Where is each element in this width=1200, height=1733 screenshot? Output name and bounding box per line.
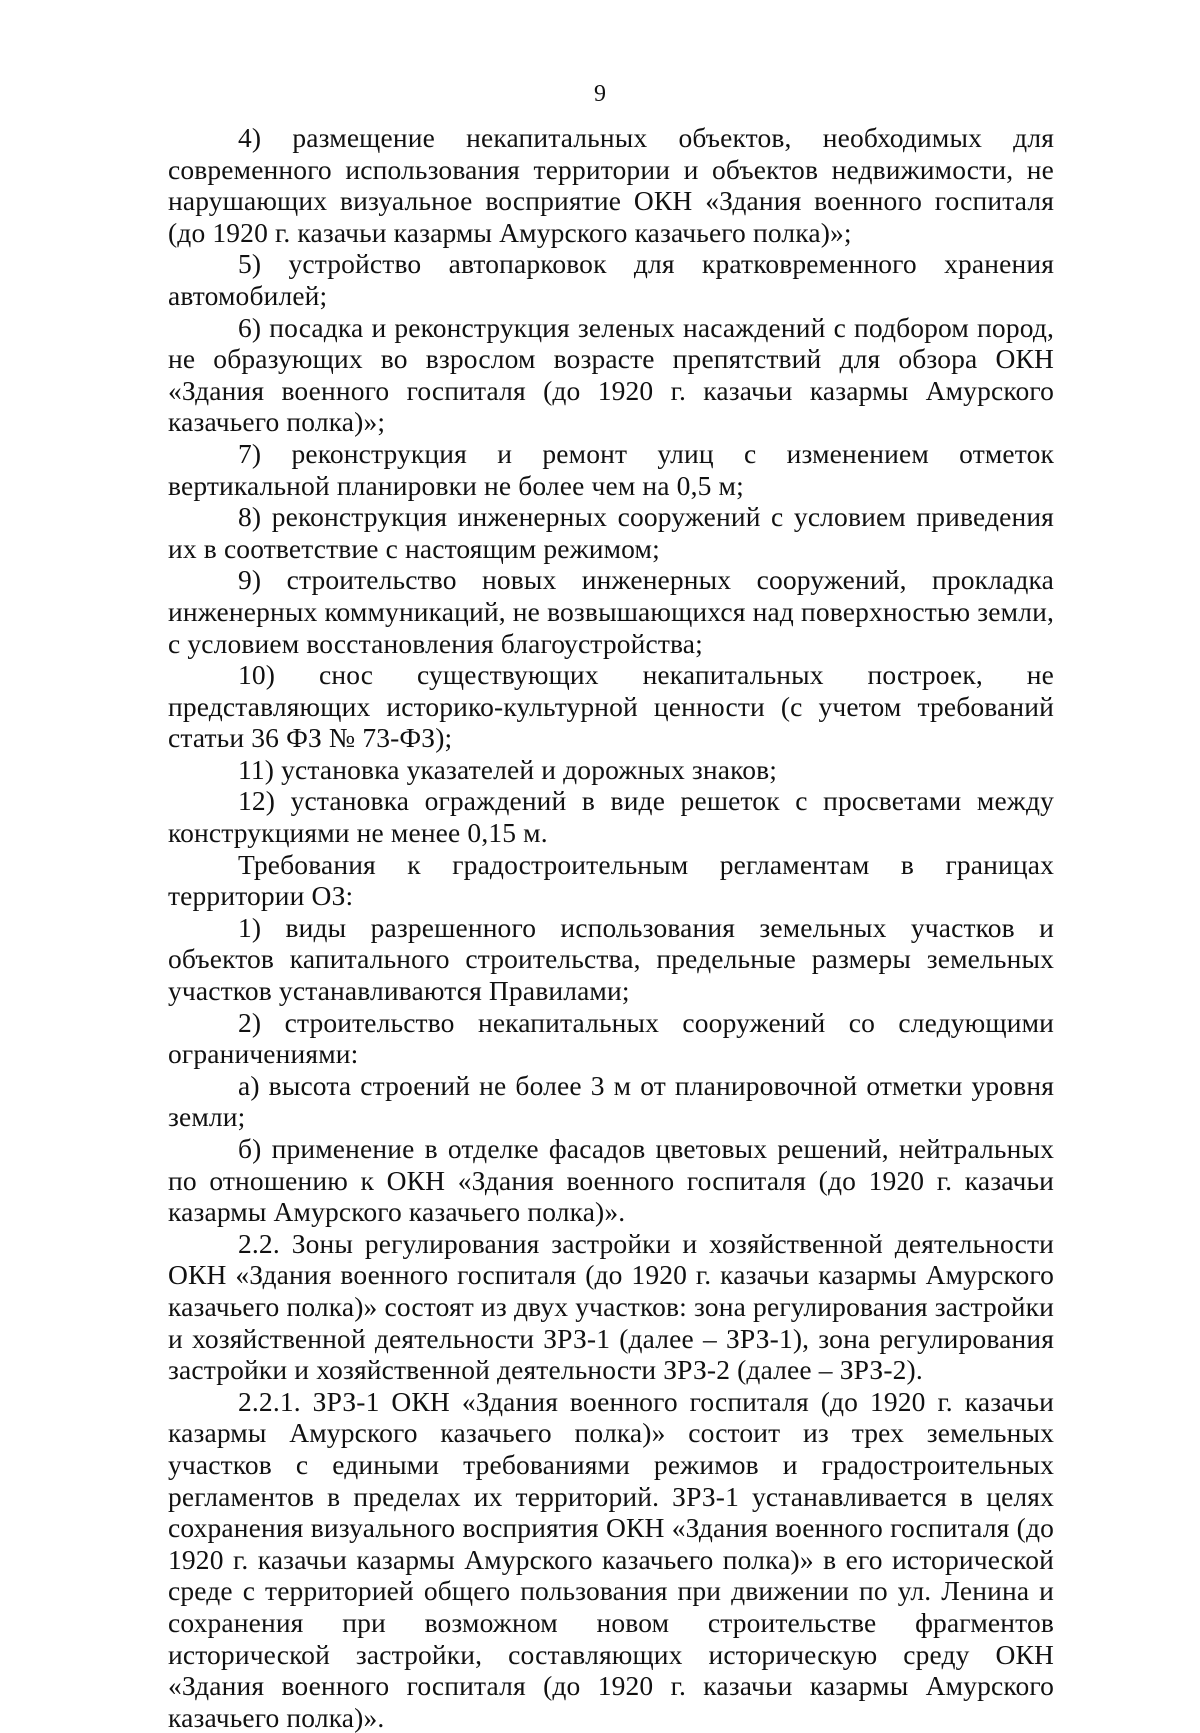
paragraph-requirement-2b: б) применение в отделке фасадов цветовых решений, нейтральных по отношению к ОКН «Здания военного госпиталя (до 1920 г. казачьи казармы Амурского казачьего полка)». xyxy=(168,1133,1054,1228)
paragraph-requirement-2: 2) строительство некапитальных сооружений со следующими ограничениями: xyxy=(168,1006,1054,1070)
paragraph-item-7: 7) реконструкция и ремонт улиц с изменением отметок вертикальной планировки не более чем на 0,5 м; xyxy=(168,437,1054,501)
paragraph-item-5: 5) устройство автопарковок для кратковременного хранения автомобилей; xyxy=(168,248,1054,311)
paragraph-item-4: 4) размещение некапитальных объектов, необходимых для современного использования территории и объектов недвижимости, не нарушающих визуальное восприятие ОКН «Здания военного госпиталя (до 1920 г. казачьи казармы Амурского казачьего полка)»; xyxy=(168,122,1054,248)
section-heading-oz-requirements: Требования к градостроительным регламентам в границах территории ОЗ: xyxy=(168,848,1054,912)
paragraph-item-9: 9) строительство новых инженерных сооружений, прокладка инженерных коммуникаций, не возвышающихся над поверхностью земли, с условием восстановления благоустройства; xyxy=(168,564,1054,659)
paragraph-item-11: 11) установка указателей и дорожных знаков; xyxy=(238,753,778,785)
paragraph-item-8: 8) реконструкция инженерных сооружений с условием приведения их в соответствие с настоящим режимом; xyxy=(168,501,1054,564)
paragraph-requirement-2a: а) высота строений не более 3 м от планировочной отметки уровня земли; xyxy=(168,1069,1054,1133)
paragraph-item-12: 12) установка ограждений в виде решеток с просветами между конструкциями не менее 0,15 м. xyxy=(168,785,1054,849)
paragraph-item-10: 10) снос существующих некапитальных построек, не представляющих историко-культурной ценности (с учетом требований статьи 36 ФЗ № 73-ФЗ); xyxy=(168,659,1054,754)
paragraph-section-2-2-1: 2.2.1. ЗРЗ-1 ОКН «Здания военного госпиталя (до 1920 г. казачьи казармы Амурского казачьего полка)» состоит из трех земельных участков с едиными требованиями режимов и градостроительных регламентов в пределах их территорий. ЗРЗ-1 устанавливается в целях сохранения визуального восприятия ОКН «Здания военного госпиталя (до 1920 г. казачьи казармы Амурского казачьего полка)» в его исторической среде с территорией общего пользования при движении по ул. Ленина и сохранения при возможном новом строительстве фрагментов исторической застройки, составляющих историческую среду ОКН «Здания военного госпиталя (до 1920 г. казачьи казармы Амурского казачьего полка)». xyxy=(168,1385,1054,1733)
page-number: 9 xyxy=(594,81,606,107)
document-body xyxy=(168,122,1054,1733)
paragraph-item-6: 6) посадка и реконструкция зеленых насаждений с подбором пород, не образующих во взрослом возрасте препятствий для обзора ОКН «Здания военного госпиталя (до 1920 г. казачьи казармы Амурского казачьего полка)»; xyxy=(168,311,1054,438)
paragraph-requirement-1: 1) виды разрешенного использования земельных участков и объектов капитального строительства, предельные размеры земельных участков устанавливаются Правилами; xyxy=(168,911,1054,1007)
paragraph-section-2-2: 2.2. Зоны регулирования застройки и хозяйственной деятельности ОКН «Здания военного госпиталя (до 1920 г. казачьи казармы Амурского казачьего полка)» состоят из двух участков: зона регулирования застройки и хозяйственной деятельности ЗРЗ-1 (далее – ЗРЗ-1), зона регулирования застройки и хозяйственной деятельности ЗРЗ-2 (далее – ЗРЗ-2). xyxy=(168,1227,1054,1386)
